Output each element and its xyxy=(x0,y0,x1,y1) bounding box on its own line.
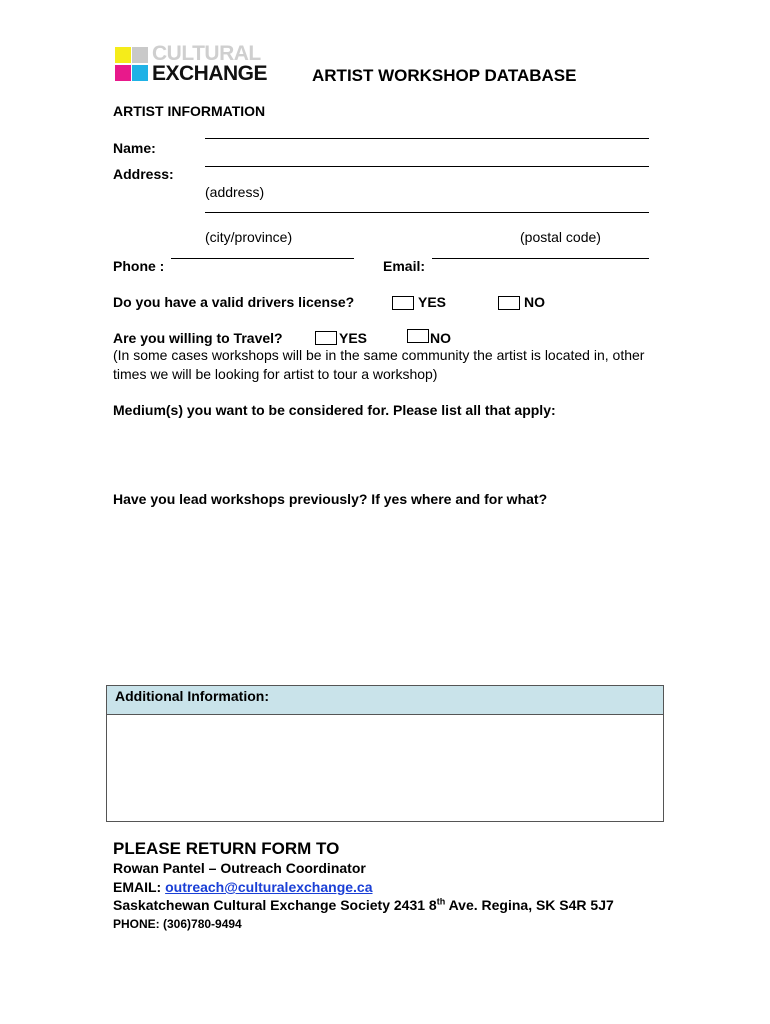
license-no-label: NO xyxy=(524,294,545,310)
form-title: ARTIST WORKSHOP DATABASE xyxy=(312,66,577,85)
additional-info-input[interactable] xyxy=(107,715,663,821)
phone-field[interactable] xyxy=(171,258,354,259)
logo-text-cultural: CULTURAL xyxy=(152,42,261,65)
additional-info-label: Additional Information: xyxy=(107,686,663,715)
return-email-link[interactable]: outreach@culturalexchange.ca xyxy=(165,879,373,895)
email-field[interactable] xyxy=(432,258,649,259)
name-label: Name: xyxy=(113,140,156,156)
travel-question: Are you willing to Travel? xyxy=(113,330,283,346)
logo-square-yellow xyxy=(115,47,131,63)
city-hint: (city/province) xyxy=(205,229,293,245)
return-address-sup: th xyxy=(436,896,446,907)
return-email-label: EMAIL: xyxy=(113,879,162,895)
travel-note: (In some cases workshops will be in the same community the artist is located in, other times we will be looking for artist to tour a workshop) xyxy=(113,347,645,382)
travel-yes-label: YES xyxy=(339,330,368,346)
email-label: Email: xyxy=(383,258,426,274)
city-postal-field[interactable] xyxy=(205,212,649,213)
travel-yes-checkbox[interactable] xyxy=(315,331,337,345)
address-hint: (address) xyxy=(205,184,265,200)
return-address-pre: Saskatchewan Cultural Exchange Society 2431 8 xyxy=(113,897,437,913)
license-no-checkbox[interactable] xyxy=(498,296,520,310)
address-field[interactable] xyxy=(205,166,649,167)
workshops-question: Have you lead workshops previously? If yes where and for what? xyxy=(113,491,548,507)
return-phone: PHONE: (306)780-9494 xyxy=(113,917,242,931)
address-label: Address: xyxy=(113,166,174,182)
logo-square-magenta xyxy=(115,65,131,81)
travel-no-checkbox[interactable] xyxy=(407,329,429,343)
cultural-exchange-logo xyxy=(115,42,275,89)
logo-square-cyan xyxy=(132,65,148,81)
medium-question: Medium(s) you want to be considered for. Please list all that apply: xyxy=(113,402,556,418)
return-title: PLEASE RETURN FORM TO xyxy=(113,839,340,858)
return-address xyxy=(113,897,614,913)
license-yes-checkbox[interactable] xyxy=(392,296,414,310)
license-question: Do you have a valid drivers license? xyxy=(113,294,355,310)
name-field[interactable] xyxy=(205,138,649,139)
postal-hint: (postal code) xyxy=(520,229,601,245)
logo-text-exchange: EXCHANGE xyxy=(152,62,268,85)
return-contact: Rowan Pantel – Outreach Coordinator xyxy=(113,860,366,876)
section-heading: ARTIST INFORMATION xyxy=(113,103,266,119)
license-yes-label: YES xyxy=(418,294,447,310)
logo-square-gray xyxy=(132,47,148,63)
return-address-post: Ave. Regina, SK S4R 5J7 xyxy=(445,897,614,913)
phone-label: Phone : xyxy=(113,258,165,274)
return-email-line xyxy=(113,879,373,895)
additional-info-box xyxy=(106,685,664,822)
travel-no-label: NO xyxy=(430,330,451,346)
